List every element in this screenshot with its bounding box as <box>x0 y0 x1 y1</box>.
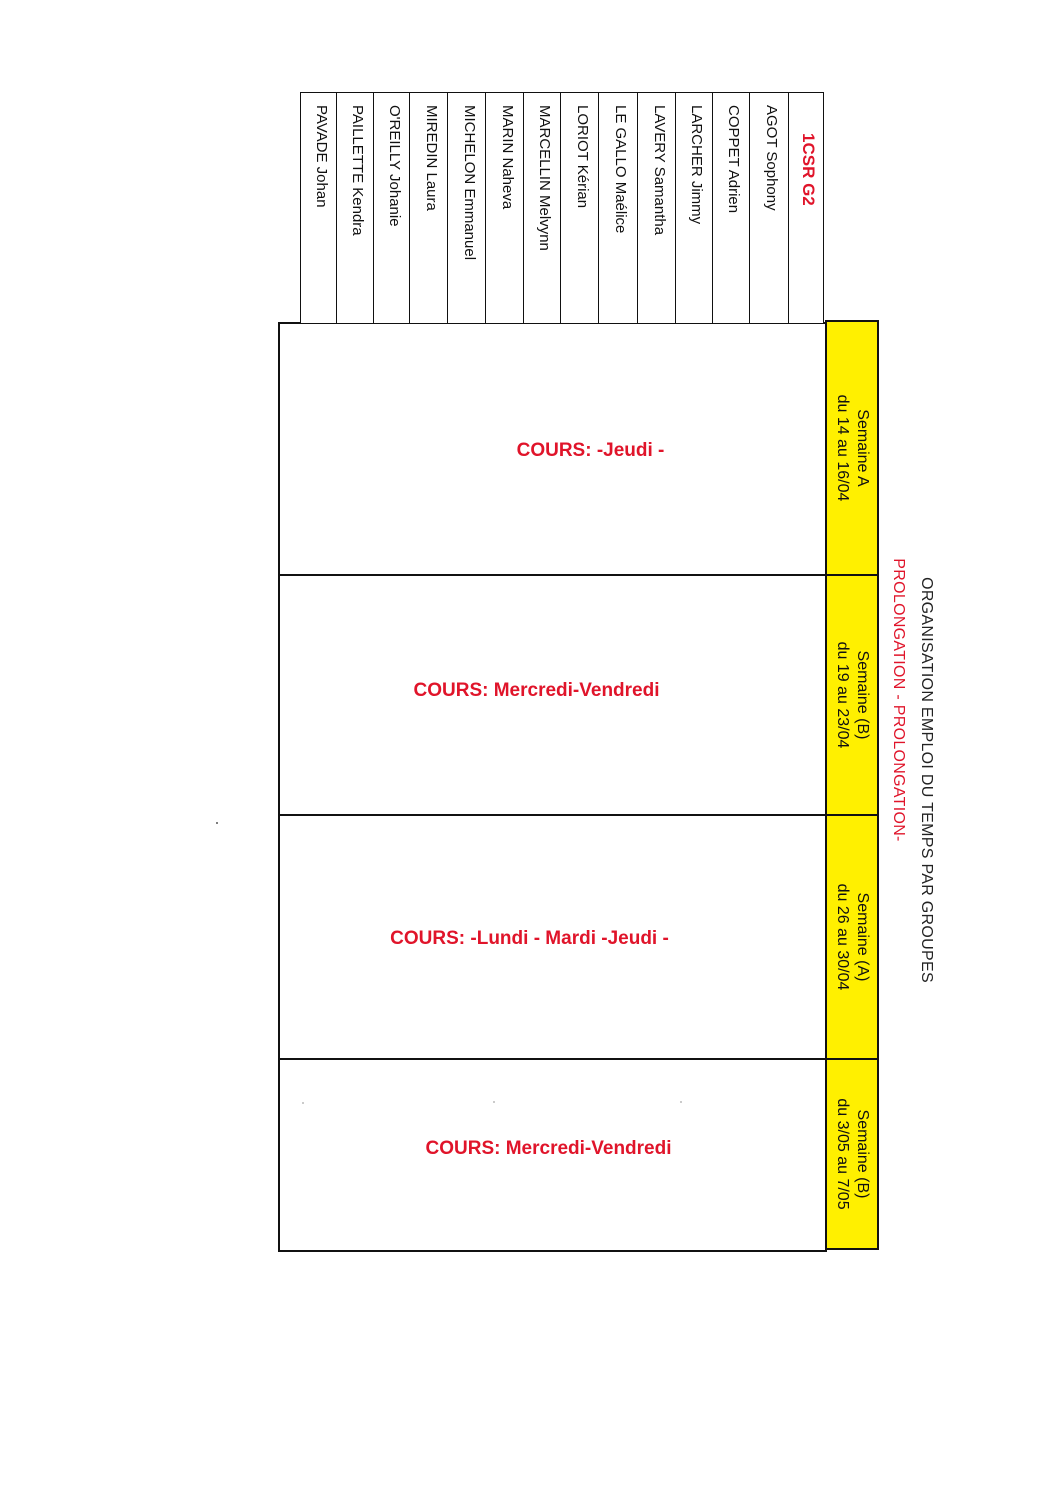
week-dates: du 14 au 16/04 <box>834 394 851 502</box>
scan-speck <box>216 822 218 824</box>
week-header-3 <box>825 814 879 1060</box>
list-item: MARIN Naheva <box>485 92 524 324</box>
scan-speck <box>302 1102 304 1104</box>
list-item: LAVERY Samantha <box>637 92 676 324</box>
scan-speck <box>493 1101 495 1103</box>
list-item: O'REILLY Johanie <box>373 92 410 324</box>
list-item: PAILLETTE Kendra <box>336 92 374 324</box>
week-header-2 <box>825 574 879 816</box>
week-label: Semaine A <box>854 409 871 487</box>
week-dates: du 19 au 23/04 <box>834 641 851 749</box>
course-cell-week-1 <box>278 322 827 576</box>
list-item: PAVADE Johan <box>300 92 337 324</box>
week-label: Semaine (B) <box>854 1109 871 1199</box>
course-days: COURS: Mercredi-Vendredi <box>425 1138 672 1159</box>
scan-speck <box>680 1101 682 1103</box>
document-title: ORGANISATION EMPLOI DU TEMPS PAR GROUPES <box>918 577 935 983</box>
title-block <box>878 558 938 990</box>
list-item: MICHELON Emmanuel <box>447 92 486 324</box>
list-item: MARCELLIN Melvynn <box>523 92 561 324</box>
group-header <box>788 92 824 324</box>
list-item: LORIOT Kérian <box>560 92 599 324</box>
course-days: COURS: -Lundi - Mardi -Jeudi - <box>390 928 669 949</box>
course-days: COURS: Mercredi-Vendredi <box>413 680 660 701</box>
list-item: LE GALLO Maélice <box>598 92 638 324</box>
course-cell-week-2 <box>278 574 827 816</box>
group-name: 1CSR G2 <box>799 133 818 206</box>
list-item: LARCHER Jimmy <box>675 92 713 324</box>
course-days: COURS: -Jeudi - <box>516 440 665 461</box>
week-header-4 <box>825 1058 879 1250</box>
week-dates: du 3/05 au 7/05 <box>834 1098 851 1210</box>
week-dates: du 26 au 30/04 <box>834 883 851 991</box>
course-cell-week-3 <box>278 814 827 1060</box>
course-cell-week-4 <box>278 1058 827 1252</box>
week-label: Semaine (A) <box>854 892 871 982</box>
week-label: Semaine (B) <box>854 650 871 740</box>
document-subtitle: PROLONGATION - PROLONGATION- <box>890 558 907 842</box>
week-header-1 <box>825 320 879 576</box>
list-item: MIREDIN Laura <box>409 92 448 324</box>
list-item: COPPET Adrien <box>712 92 750 324</box>
list-item: AGOT Sophony <box>749 92 789 324</box>
